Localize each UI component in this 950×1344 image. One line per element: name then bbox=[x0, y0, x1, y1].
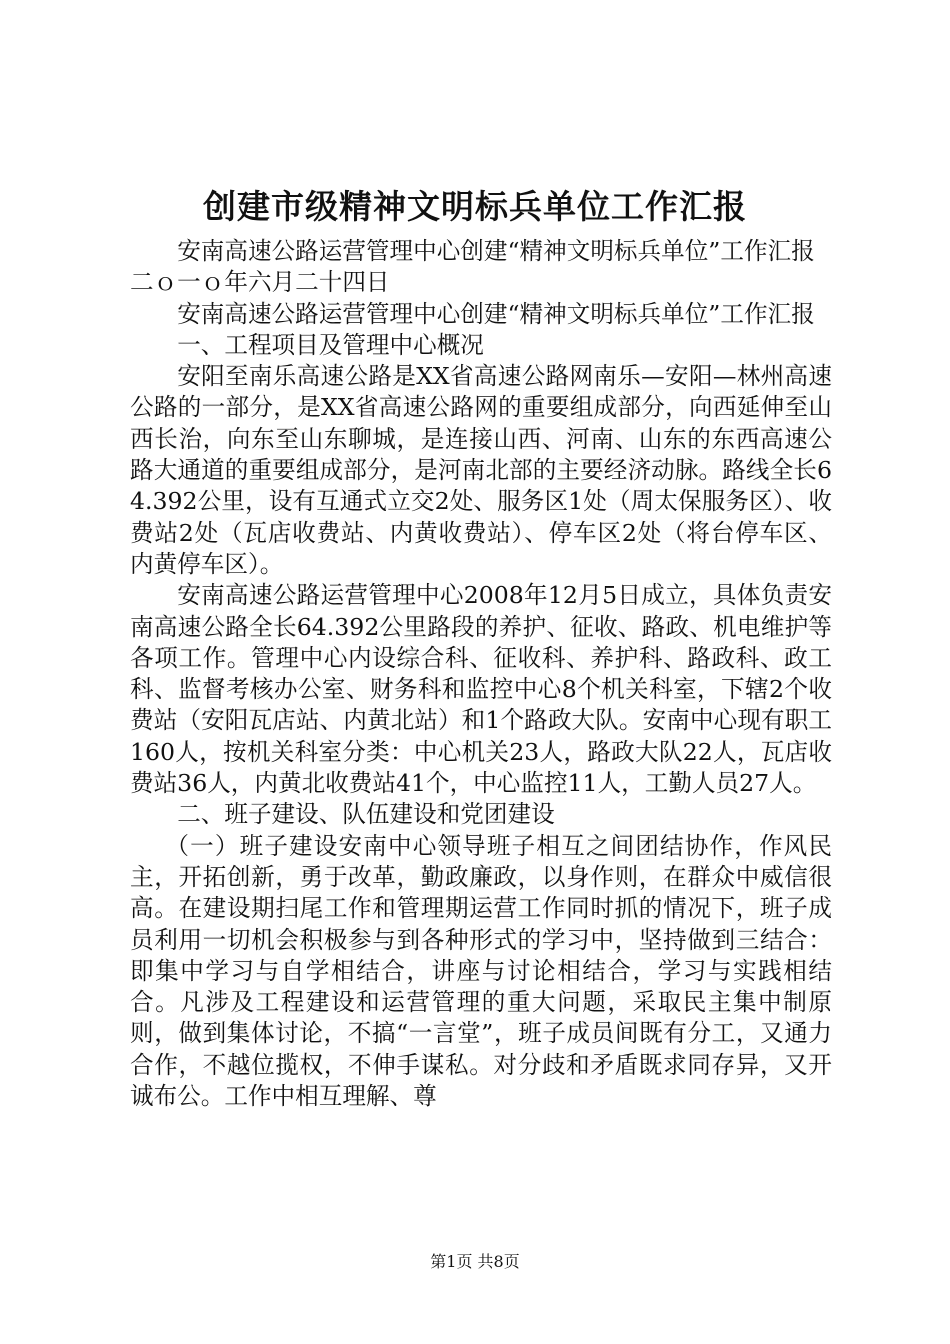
paragraph-center-overview: 安南高速公路运营管理中心2008年12月5日成立，具体负责安南高速公路全长64.392公里路段的养护、征收、路政、机电维护等各项工作。管理中心内设综合科、征收科、养护科、路政科、政工科、监督考核办公室、财务科和监控中心8个机关科室，下辖2个收费站（安阳瓦店站、内黄北站）和1个路政大队。安南中心现有职工160人，按机关科室分类：中心机关23人，路政大队22人，瓦店收费站36人，内黄北收费站41个，中心监控11人，工勤人员27人。 bbox=[130, 581, 832, 798]
document-title: 创建市级精神文明标兵单位工作汇报 bbox=[203, 187, 747, 226]
section-heading-1: 一、工程项目及管理中心概况 bbox=[177, 330, 484, 359]
section-heading-2: 二、班子建设、队伍建设和党团建设 bbox=[177, 800, 555, 829]
paragraph-date: 二ｏ一ｏ年六月二十四日 bbox=[130, 268, 390, 297]
paragraph-leadership: （一）班子建设安南中心领导班子相互之间团结协作，作风民主，开拓创新，勇于改革，勤政廉政，以身作则，在群众中威信很高。在建设期扫尾工作和管理期运营工作同时抓的情况下，班子成员利用一切机会积极参与到各种形式的学习中，坚持做到三结合：即集中学习与自学相结合，讲座与讨论相结合，学习与实践相结合。凡涉及工程建设和运营管理的重大问题，采取民主集中制原则，做到集体讨论，不搞“一言堂”，班子成员间既有分工，又通力合作，不越位揽权，不伸手谋私。对分歧和矛盾既求同存异，又开诚布公。工作中相互理解、尊 bbox=[130, 831, 832, 1111]
paragraph-subtitle-repeat: 安南高速公路运营管理中心创建“精神文明标兵单位”工作汇报 bbox=[177, 299, 815, 328]
page-footer: 第1页 共8页 bbox=[430, 1252, 520, 1271]
paragraph-subtitle: 安南高速公路运营管理中心创建“精神文明标兵单位”工作汇报 bbox=[177, 237, 815, 265]
paragraph-project-overview: 安阳至南乐高速公路是XX省高速公路网南乐—安阳—林州高速公路的一部分，是XX省高速公路网的重要组成部分，向西延伸至山西长治，向东至山东聊城，是连接山西、河南、山东的东西高速公路大通道的重要组成部分，是河南北部的主要经济动脉。路线全长64.392公里，设有互通式立交2处、服务区1处（周太保服务区）、收费站2处（瓦店收费站、内黄收费站）、停车区2处（将台停车区、内黄停车区）。 bbox=[130, 362, 832, 578]
document-body bbox=[130, 236, 832, 1112]
